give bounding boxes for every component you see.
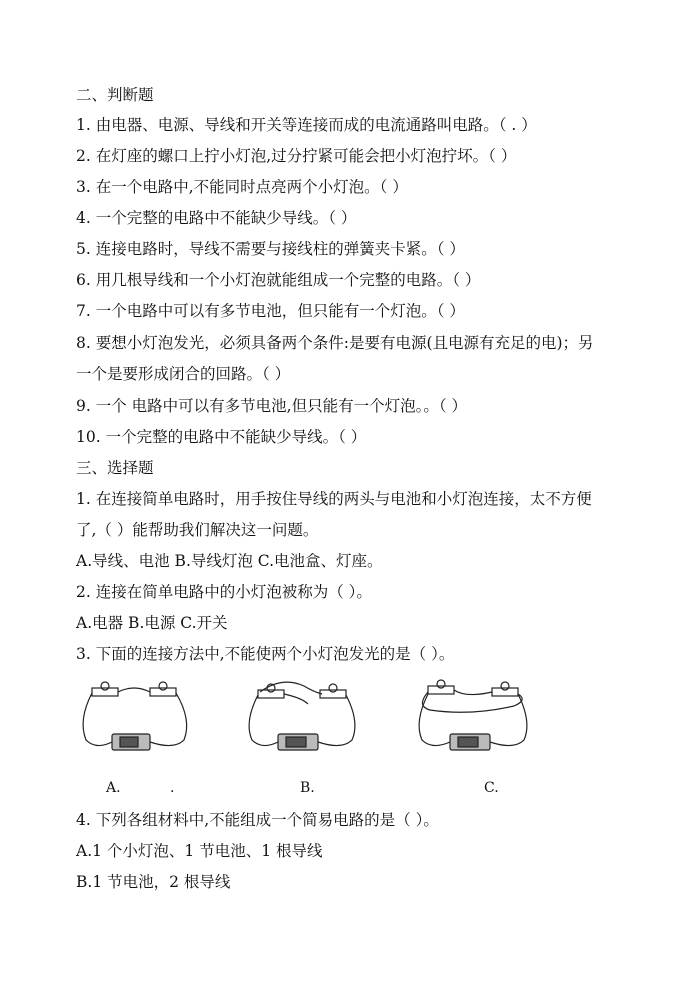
lamp-holder-2 (492, 688, 518, 696)
judge-item-1: 1. 由电器、电源、导线和开关等连接而成的电流通路叫电路。（ . ） (76, 116, 537, 134)
judge-item-8-line2: 一个是要形成闭合的回路。（ ） (76, 365, 291, 383)
judge-item-5: 5. 连接电路时，导线不需要与接线柱的弹簧夹卡紧。（ ） (76, 240, 465, 258)
wire-middle (284, 694, 308, 704)
bulb-1 (101, 682, 109, 690)
wire-between-lamps (454, 690, 492, 695)
wire-left (419, 694, 450, 746)
circuit-figure-c (410, 676, 534, 758)
wire-right (150, 693, 187, 746)
figure-caption-dot: . (170, 780, 175, 796)
judge-heading: 二、判断题 (76, 86, 154, 104)
figure-caption-c: C. (484, 780, 499, 796)
circuit-figure-b (242, 678, 360, 758)
wire-right (490, 694, 527, 746)
choice-q2-options: A.电器 B.电源 C.开关 (76, 614, 228, 632)
judge-item-7: 7. 一个电路中可以有多节电池，但只能有一个灯泡。（ ） (76, 302, 465, 320)
lamp-holder-1 (92, 688, 118, 696)
circuit-figure-a (76, 680, 194, 758)
battery (458, 737, 478, 747)
choice-q4-option-a: A.1 个小灯泡、1 节电池、1 根导线 (76, 842, 323, 860)
judge-item-9: 9. 一个 电路中可以有多节电池,但只能有一个灯泡。。（ ） (76, 397, 467, 415)
wire-left (249, 695, 278, 746)
judge-item-10: 10. 一个完整的电路中不能缺少导线。（ ） (76, 428, 367, 446)
bulb-2 (159, 682, 167, 690)
choice-q3: 3. 下面的连接方法中,不能使两个小灯泡发光的是（ ）。 (76, 645, 455, 663)
wire-left (83, 693, 112, 746)
choice-q2: 2. 连接在简单电路中的小灯泡被称为（ ）。 (76, 583, 372, 601)
wire-between-lamps (118, 688, 150, 692)
bulb-2 (501, 682, 509, 690)
choice-q1-line1: 1. 在连接简单电路时，用手按住导线的两头与电池和小灯泡连接，太不方便 (76, 490, 592, 508)
choice-q1-options: A.导线、电池 B.导线灯泡 C.电池盒、灯座。 (76, 552, 383, 570)
bulb-1 (437, 680, 445, 688)
choice-q4-option-b: B.1 节电池，2 根导线 (76, 873, 231, 891)
wire-right (318, 695, 355, 746)
battery (286, 737, 306, 747)
judge-item-3: 3. 在一个电路中,不能同时点亮两个小灯泡。（ ） (76, 178, 408, 196)
choice-q1-line2: 了,（ ）能帮助我们解决这一问题。 (76, 521, 319, 539)
lamp-holder-2 (320, 690, 346, 698)
judge-item-6: 6. 用几根导线和一个小灯泡就能组成一个完整的电路。（ ） (76, 271, 481, 289)
bulb-2 (329, 684, 337, 692)
lamp-holder-2 (150, 688, 176, 696)
battery (120, 737, 138, 747)
choice-heading: 三、选择题 (76, 459, 154, 477)
judge-item-2: 2. 在灯座的螺口上拧小灯泡,过分拧紧可能会把小灯泡拧坏。（ ） (76, 147, 517, 165)
judge-item-4: 4. 一个完整的电路中不能缺少导线。（ ） (76, 209, 357, 227)
figure-caption-a: A. (106, 780, 121, 796)
judge-item-8-line1: 8. 要想小灯泡发光，必须具备两个条件:是要有电源(且电源有充足的电)；另 (76, 334, 594, 352)
figure-caption-b: B. (300, 780, 315, 796)
choice-q4: 4. 下列各组材料中,不能组成一个简易电路的是（ ）。 (76, 811, 439, 829)
lamp-holder-1 (428, 686, 454, 694)
